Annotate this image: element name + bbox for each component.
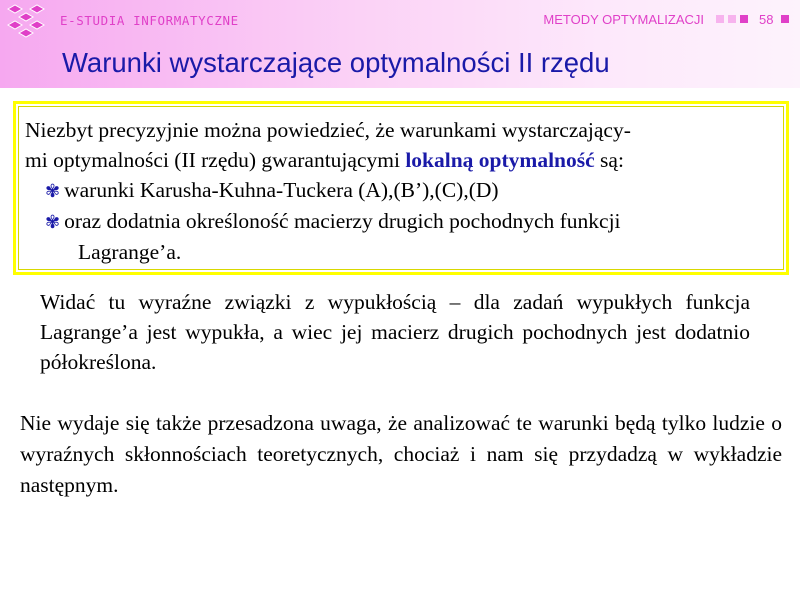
crossed-squares-logo-icon <box>6 3 46 39</box>
box-line-2-text: mi optymalności (II rzędu) gwarantującymi <box>25 148 406 172</box>
paragraph-convexity: Widać tu wyraźne związki z wypukłością – dla zadań wypukłych funkcja Lagrange’a jest wypukła, a wiec jej macierz drugich pochodnych jest dodatnio półokreślona. <box>40 290 750 374</box>
slide-progress-squares <box>716 15 748 23</box>
progress-square <box>740 15 748 23</box>
bullet-item-2-continuation: Lagrange’a. <box>78 240 182 264</box>
box-line-2 <box>25 145 783 175</box>
slide-title: Warunki wystarczające optymalności II rzędu <box>62 47 610 78</box>
square-bullet-icon <box>781 15 789 23</box>
flower-bullet-icon: ✾ <box>45 181 61 201</box>
box-line-2-end: są: <box>594 148 624 172</box>
bullet-text: oraz dodatnia określoność macierzy drugich pochodnych funkcji <box>64 209 621 233</box>
flower-bullet-icon: ✾ <box>45 212 61 232</box>
highlight-box-inner <box>18 106 784 270</box>
bullet-item-1 <box>25 175 783 206</box>
emphasis-text: lokalną optymalność <box>405 148 595 172</box>
bullet-item-2 <box>25 206 783 237</box>
box-line-1: Niezbyt precyzyjnie można powiedzieć, że warunkami wystarczający- <box>25 118 631 142</box>
course-title: METODY OPTYMALIZACJI <box>543 12 704 27</box>
brand-name: E-STUDIA INFORMATYCZNE <box>60 13 239 28</box>
paragraph-remark: Nie wydaje się także przesadzona uwaga, że analizować te warunki będą tylko ludzie o wyraźnych skłonnościach teoretycznych, chociaż i nam się przydadzą w wykładzie następnym. <box>20 411 782 497</box>
highlight-box <box>13 101 789 275</box>
progress-square <box>716 15 724 23</box>
bullet-text: warunki Karusha-Kuhna-Tuckera (A),(B’),(C),(D) <box>64 178 499 202</box>
progress-square <box>728 15 736 23</box>
page-number: 58 <box>759 12 774 27</box>
